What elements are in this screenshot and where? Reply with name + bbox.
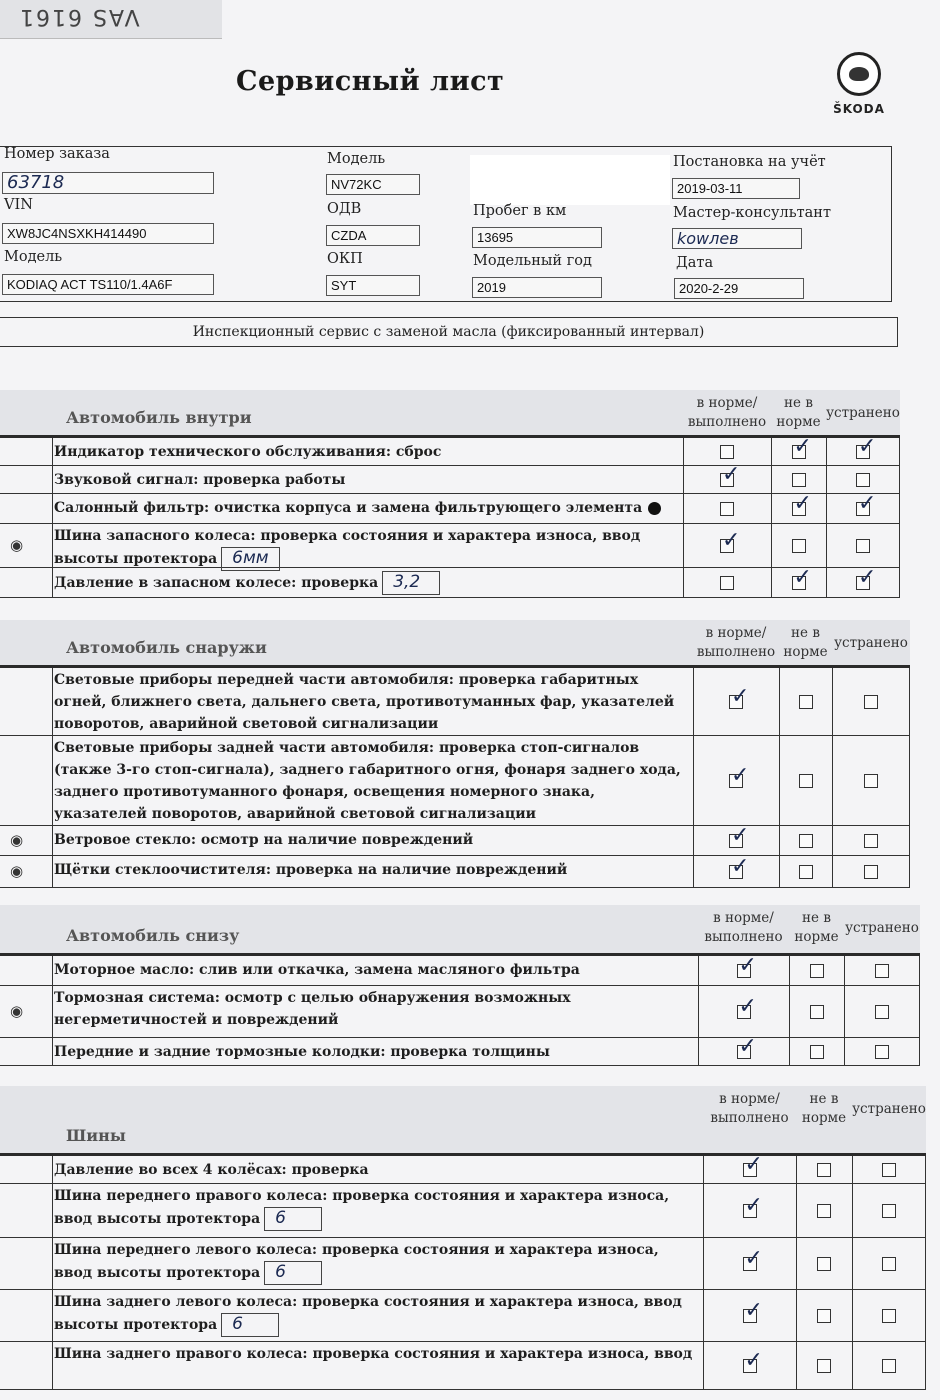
row-description — [54, 1239, 697, 1285]
tread-depth-input[interactable]: 6 — [264, 1207, 322, 1231]
vin-field[interactable]: XW8JC4NSXKH414490 — [2, 223, 214, 244]
checkbox-fixed[interactable] — [875, 1045, 889, 1059]
column-header-ok-line2: выполнено — [687, 414, 767, 430]
row-divider — [779, 668, 780, 735]
row-divider — [832, 668, 833, 735]
checklist-row — [0, 1238, 926, 1290]
row-divider — [52, 736, 53, 825]
row-description-text: Щётки стеклоочистителя: проверка на наличие повреждений — [54, 862, 568, 878]
brand-logo — [828, 52, 890, 116]
checklist-row — [0, 1184, 926, 1238]
row-description — [54, 1343, 697, 1365]
check-mark-icon: ✓ — [731, 684, 750, 709]
checkbox-not-ok[interactable] — [817, 1163, 831, 1177]
check-mark-icon: ✓ — [858, 434, 877, 459]
page-title: Сервисный лист — [236, 66, 505, 97]
master-consultant-label: Мастер-консультант — [673, 205, 831, 221]
column-header-ok-line1: в норме/ — [696, 395, 758, 411]
column-header-ok-line2: выполнено — [696, 644, 776, 660]
row-description — [54, 1159, 697, 1181]
brand-logo-text: ŠKODA — [833, 102, 885, 116]
model-year-label: Модельный год — [473, 253, 592, 269]
row-divider — [852, 1290, 853, 1341]
visual-check-eye-icon: ◉ — [10, 536, 24, 554]
checkbox-not-ok[interactable] — [817, 1204, 831, 1218]
model-label: Модель — [4, 249, 63, 265]
row-divider — [703, 1184, 704, 1237]
row-divider — [796, 1184, 797, 1237]
column-header-ok — [691, 624, 781, 662]
row-description-text: Шина запасного колеса: проверка состояния и характера износа, ввод высоты протектора — [54, 528, 641, 567]
row-divider — [52, 956, 53, 985]
checkbox-not-ok[interactable] — [792, 473, 806, 487]
corner-stamp — [0, 0, 222, 39]
checklist-row — [0, 462, 900, 494]
row-divider — [52, 856, 53, 887]
check-mark-icon: ✓ — [793, 491, 812, 516]
row-description — [54, 1291, 697, 1337]
row-description-text: Шина переднего правого колеса: проверка состояния и характера износа, ввод высоты протектора — [54, 1188, 670, 1227]
column-header-fixed: устранено — [834, 635, 908, 651]
row-divider — [796, 1156, 797, 1183]
row-description-text: Световые приборы задней части автомобиля: проверка стоп-сигналов (также 3-го стоп-сигнала), заднего габаритного огня, фонаря заднего хода, заднего противотуманного фонаря, освещения номерного знака, указателей поворотов, аварийной световой сигнализации — [54, 740, 681, 822]
row-divider — [693, 826, 694, 855]
skoda-logo-icon — [837, 52, 881, 96]
row-description — [54, 829, 687, 851]
row-description-text: Давление во всех 4 колёсах: проверка — [54, 1162, 369, 1178]
column-header-fixed: устранено — [852, 1101, 926, 1117]
tread-depth-input[interactable]: 6 — [264, 1261, 322, 1285]
checklist-row — [0, 565, 900, 598]
checkbox-fixed[interactable] — [882, 1163, 896, 1177]
checkbox-fixed[interactable] — [882, 1359, 896, 1373]
checklist-row — [0, 1152, 926, 1184]
row-divider — [698, 1038, 699, 1065]
column-header-not-ok — [789, 909, 844, 947]
mileage-label: Пробег в км — [473, 203, 567, 219]
row-description — [54, 441, 677, 463]
row-description-text: Салонный фильтр: очистка корпуса и замена фильтрующего элемента — [54, 500, 643, 516]
check-mark-icon: ✓ — [738, 994, 757, 1019]
row-description-text: Передние и задние тормозные колодки: проверка толщины — [54, 1044, 550, 1060]
column-header-nok-line1: не в — [784, 395, 813, 411]
row-divider — [779, 736, 780, 825]
row-description-text: Шина заднего левого колеса: проверка состояния и характера износа, ввод высоты протектора — [54, 1294, 682, 1333]
row-divider — [698, 956, 699, 985]
okp-field[interactable]: SYT — [326, 275, 420, 296]
row-description-text: Звуковой сигнал: проверка работы — [54, 472, 346, 488]
row-description-text: Тормозная система: осмотр с целью обнаружения возможных негерметичностей и повреждений — [54, 990, 571, 1028]
row-description — [54, 525, 677, 571]
row-divider — [771, 568, 772, 597]
row-description — [54, 571, 677, 595]
checklist-row — [0, 736, 910, 826]
visual-check-eye-icon: ◉ — [10, 1002, 24, 1020]
row-divider — [52, 1038, 53, 1065]
column-header-ok-line1: в норме/ — [719, 1091, 780, 1107]
checkbox-not-ok[interactable] — [799, 774, 813, 788]
section-title: Шины — [66, 1126, 126, 1145]
row-divider — [796, 1238, 797, 1289]
checkbox-not-ok[interactable] — [799, 865, 813, 879]
section-title: Автомобиль внутри — [66, 408, 252, 427]
checkbox-fixed[interactable] — [856, 473, 870, 487]
row-description — [54, 1185, 697, 1231]
checkbox-not-ok[interactable] — [799, 834, 813, 848]
row-divider — [52, 568, 53, 597]
row-divider — [852, 1238, 853, 1289]
master-consultant-field[interactable]: kowлeв — [672, 228, 802, 249]
checklist-row — [0, 434, 900, 466]
checkbox-fixed[interactable] — [856, 539, 870, 553]
row-description-text: Световые приборы передней части автомобиля: проверка габаритных огней, ближнего света, дальнего света, противотуманных фар, указателей поворотов, аварийной световой сигнализации — [54, 672, 675, 732]
column-header-ok-line2: выполнено — [710, 1110, 789, 1126]
row-divider — [703, 1290, 704, 1341]
warning-dot-icon — [648, 502, 661, 515]
row-description-text: Давление в запасном колесе: проверка — [54, 575, 379, 591]
date-field[interactable]: 2020-2-29 — [674, 278, 804, 299]
check-mark-icon: ✓ — [722, 462, 741, 487]
row-divider — [832, 826, 833, 855]
row-description — [54, 1041, 692, 1063]
visual-check-eye-icon: ◉ — [10, 831, 24, 849]
check-mark-icon: ✓ — [744, 1246, 763, 1271]
row-divider — [844, 986, 845, 1037]
checkbox-fixed[interactable] — [864, 774, 878, 788]
okp-label: ОКП — [327, 251, 363, 267]
service-type-banner: Инспекционный сервис с заменой масла (фиксированный интервал) — [0, 317, 898, 347]
check-mark-icon: ✓ — [793, 565, 812, 590]
row-divider — [683, 494, 684, 523]
row-divider — [683, 466, 684, 493]
column-header-ok — [681, 394, 773, 432]
checkbox-fixed[interactable] — [875, 964, 889, 978]
row-divider — [796, 1342, 797, 1389]
column-header-nok-line2: норме — [801, 1110, 847, 1126]
row-divider — [844, 956, 845, 985]
checklist-row — [0, 491, 900, 524]
checklist-row — [0, 1342, 926, 1390]
check-mark-icon: ✓ — [744, 1298, 763, 1323]
corner-stamp-text: VAS 6161 — [18, 4, 140, 29]
checklist-row — [0, 856, 910, 888]
row-divider — [771, 466, 772, 493]
column-header-nok-line1: не в — [809, 1091, 839, 1107]
row-divider — [844, 1038, 845, 1065]
column-header-ok-line2: выполнено — [704, 929, 783, 945]
row-description — [54, 497, 677, 519]
checkbox-fixed[interactable] — [864, 695, 878, 709]
row-divider — [693, 856, 694, 887]
checklist-row — [0, 668, 910, 736]
check-mark-icon: ✓ — [731, 823, 750, 848]
check-mark-icon: ✓ — [731, 763, 750, 788]
column-header-ok-line1: в норме/ — [705, 625, 767, 641]
column-header-fixed: устранено — [845, 920, 919, 936]
row-divider — [693, 668, 694, 735]
checkbox-not-ok[interactable] — [817, 1257, 831, 1271]
checkbox-ok[interactable] — [720, 502, 734, 516]
row-divider — [832, 856, 833, 887]
column-header-fixed: устранено — [826, 405, 900, 421]
row-divider — [683, 438, 684, 465]
row-divider — [779, 856, 780, 887]
check-mark-icon: ✓ — [793, 434, 812, 459]
tread-depth-input[interactable]: 6мм — [221, 547, 279, 571]
row-divider — [52, 1156, 53, 1183]
checklist-row — [0, 986, 920, 1038]
row-divider — [698, 986, 699, 1037]
check-mark-icon: ✓ — [738, 1034, 757, 1059]
row-divider — [52, 494, 53, 523]
row-description-text: Индикатор технического обслуживания: сброс — [54, 444, 442, 460]
mileage-field[interactable]: 13695 — [472, 227, 602, 248]
checkbox-fixed[interactable] — [882, 1204, 896, 1218]
row-divider — [826, 524, 827, 567]
checkbox-fixed[interactable] — [864, 834, 878, 848]
row-divider — [52, 524, 53, 567]
row-description — [54, 669, 687, 735]
check-mark-icon: ✓ — [722, 528, 741, 553]
column-header-nok-line2: норме — [794, 929, 839, 945]
row-divider — [703, 1342, 704, 1389]
row-divider — [796, 1290, 797, 1341]
checklist-row — [0, 953, 920, 986]
row-divider — [52, 1238, 53, 1289]
checkbox-not-ok[interactable] — [810, 1005, 824, 1019]
date-label: Дата — [676, 255, 714, 271]
row-divider — [789, 1038, 790, 1065]
checkbox-fixed[interactable] — [882, 1257, 896, 1271]
row-divider — [826, 438, 827, 465]
row-divider — [832, 736, 833, 825]
column-header-not-ok — [771, 394, 826, 432]
row-divider — [826, 568, 827, 597]
row-description — [54, 737, 687, 825]
row-description-text: Шина заднего правого колеса: проверка состояния и характера износа, ввод — [54, 1346, 693, 1362]
column-header-ok — [701, 1090, 798, 1128]
column-header-not-ok — [779, 624, 832, 662]
check-mark-icon: ✓ — [744, 1348, 763, 1373]
column-header-nok-line1: не в — [802, 910, 831, 926]
column-header-nok-line2: норме — [776, 414, 821, 430]
row-divider — [789, 986, 790, 1037]
model-code-label: Модель — [327, 151, 386, 167]
check-mark-icon: ✓ — [744, 1152, 763, 1177]
model-year-field[interactable]: 2019 — [472, 277, 602, 298]
row-divider — [703, 1238, 704, 1289]
row-divider — [826, 466, 827, 493]
row-description — [54, 469, 677, 491]
row-divider — [852, 1156, 853, 1183]
row-divider — [52, 826, 53, 855]
row-divider — [771, 494, 772, 523]
checklist-row — [0, 524, 900, 568]
row-divider — [852, 1184, 853, 1237]
registration-field[interactable]: 2019-03-11 — [672, 178, 800, 199]
row-divider — [52, 1342, 53, 1389]
row-divider — [52, 438, 53, 465]
visual-check-eye-icon: ◉ — [10, 862, 24, 880]
row-description — [54, 859, 687, 881]
tread-depth-input[interactable]: 6 — [221, 1313, 279, 1337]
check-mark-icon: ✓ — [738, 953, 757, 978]
row-divider — [693, 736, 694, 825]
model-field[interactable]: KODIAQ ACT TS110/1.4A6F — [2, 274, 214, 295]
column-header-not-ok — [796, 1090, 852, 1128]
odv-label: ОДВ — [327, 201, 362, 217]
vin-label: VIN — [4, 197, 33, 213]
order-number-label: Номер заказа — [4, 146, 110, 162]
row-divider — [683, 524, 684, 567]
checkbox-not-ok[interactable] — [817, 1359, 831, 1373]
row-description-text: Ветровое стекло: осмотр на наличие повреждений — [54, 832, 474, 848]
row-divider — [771, 438, 772, 465]
checkbox-fixed[interactable] — [864, 865, 878, 879]
check-mark-icon: ✓ — [858, 565, 877, 590]
row-description-text: Шина переднего левого колеса: проверка состояния и характера износа, ввод высоты протектора — [54, 1242, 659, 1281]
row-divider — [771, 524, 772, 567]
tread-depth-input[interactable]: 3,2 — [382, 571, 440, 595]
row-divider — [52, 986, 53, 1037]
section-title: Автомобиль снаружи — [66, 638, 267, 657]
checklist-row — [0, 1034, 920, 1066]
row-divider — [826, 494, 827, 523]
column-header-nok-line2: норме — [783, 644, 828, 660]
redacted-area — [470, 155, 670, 205]
row-description — [54, 959, 692, 981]
checkbox-not-ok[interactable] — [810, 1045, 824, 1059]
checkbox-not-ok[interactable] — [799, 695, 813, 709]
row-description — [54, 987, 692, 1031]
column-header-ok-line1: в норме/ — [713, 910, 774, 926]
check-mark-icon: ✓ — [744, 1193, 763, 1218]
registration-label: Постановка на учёт — [673, 154, 826, 170]
row-divider — [703, 1156, 704, 1183]
checkbox-fixed[interactable] — [875, 1005, 889, 1019]
checkbox-ok[interactable] — [720, 576, 734, 590]
checkbox-not-ok[interactable] — [792, 539, 806, 553]
row-divider — [52, 1290, 53, 1341]
row-divider — [852, 1342, 853, 1389]
checklist-row — [0, 823, 910, 856]
row-divider — [52, 1184, 53, 1237]
checklist-row — [0, 1290, 926, 1342]
check-mark-icon: ✓ — [731, 854, 750, 879]
checkbox-not-ok[interactable] — [810, 964, 824, 978]
row-divider — [779, 826, 780, 855]
check-mark-icon: ✓ — [858, 491, 877, 516]
section-title: Автомобиль снизу — [66, 926, 240, 945]
row-divider — [52, 668, 53, 735]
column-header-nok-line1: не в — [791, 625, 820, 641]
row-description-text: Моторное масло: слив или откачка, замена масляного фильтра — [54, 962, 580, 978]
row-divider — [789, 956, 790, 985]
checkbox-ok[interactable] — [720, 445, 734, 459]
model-code-field[interactable]: NV72KC — [326, 174, 420, 195]
row-divider — [52, 466, 53, 493]
column-header-ok — [696, 909, 791, 947]
odv-field[interactable]: CZDA — [326, 225, 420, 246]
order-number-field[interactable]: 63718 — [2, 172, 214, 194]
checkbox-not-ok[interactable] — [817, 1309, 831, 1323]
checkbox-fixed[interactable] — [882, 1309, 896, 1323]
row-divider — [683, 568, 684, 597]
